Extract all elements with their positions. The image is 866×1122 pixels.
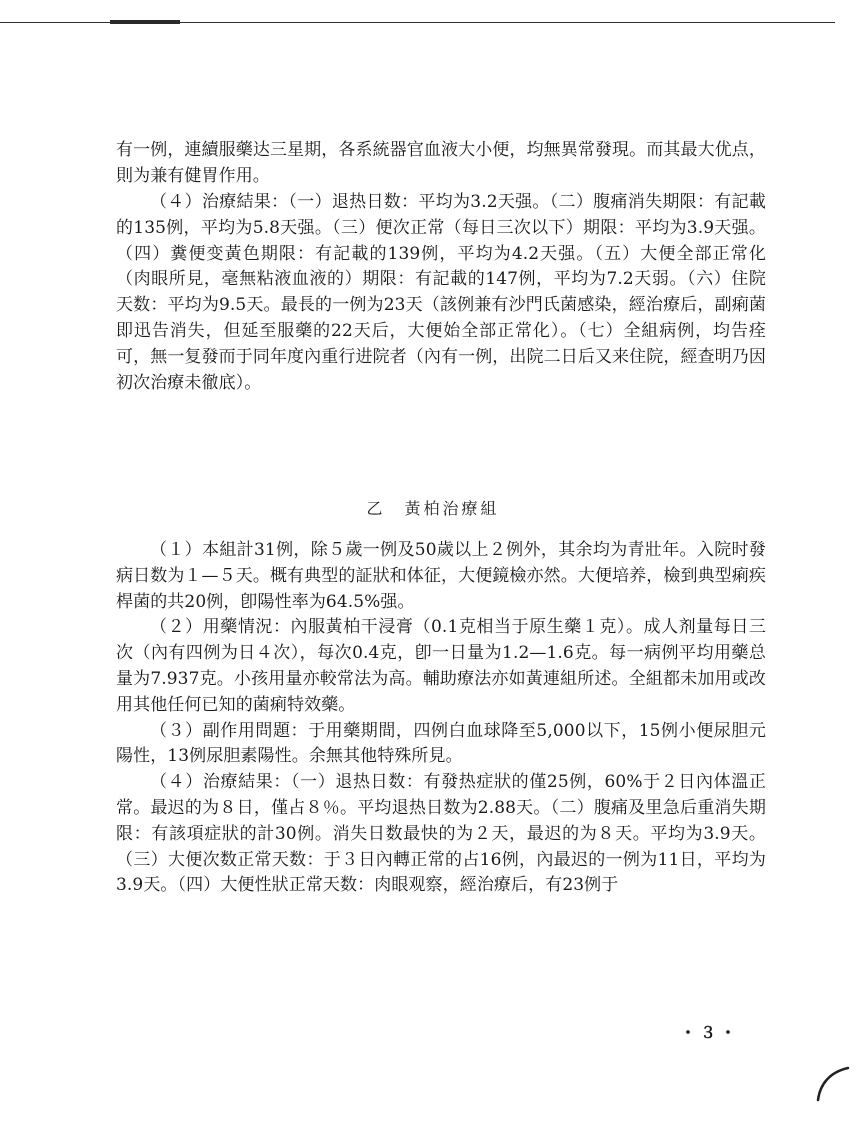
- continuation-paragraph: [116, 138, 766, 190]
- group-a-results-paragraph: [116, 190, 766, 396]
- group-b-paragraph-3: （３）副作用問題：于用藥期間，四例白血球降至5,000以下，15例小便尿胆元陽性，13例尿胆素陽性。余無其他特殊所見。: [116, 720, 766, 767]
- group-a-results-text: （４）治療結果：（一）退热日数：平均为3.2天强。（二）腹痛消失期限：有記載的135例，平均为5.8天强。（三）便次正常（每日三次以下）期限：平均为3.9天强。（四）糞便变黃色期限：有記載的139例，平均为4.2天强。（五）大便全部正常化（肉眼所見，毫無粘液血液的）期限：有記載的147例，平均为7.2天弱。（六）住院天数：平均为9.5天。最長的一例为23天（該例兼有沙門氏菌感染，經治療后，副痢菌即迅告消失，但延至服藥的22天后，大便始全部正常化）。（七）全組病例，均告痊可，無一复發而于同年度內重行进院者（內有一例，出院二日后又来住院，經查明乃因初次治療未徹底）。: [116, 192, 766, 393]
- group-b-paragraph-1: （１）本組計31例，除５歲一例及50歲以上２例外，其余均为青壯年。入院时發病日数为１—５天。概有典型的証狀和体征，大便鏡檢亦然。大便培养，檢到典型痢疾桿菌的共20例，卽陽性率为64.5%强。: [116, 540, 766, 612]
- group-b-paragraph-4: （４）治療結果：（一）退热日数：有發热症狀的僅25例，60%于２日內体溫正常。最迟的为８日，僅占８％。平均退热日数为2.88天。（二）腹痛及里急后重消失期限：有該項症狀的計30例。消失日数最快的为２天，最迟的为８天。平均为3.9天。（三）大便次数正常天数：于３日內轉正常的占16例，內最迟的一例为11日，平均为3.9天。（四）大便性狀正常天数：肉眼观察，經治療后，有23例于: [116, 772, 766, 896]
- top-border-mark: [110, 20, 180, 24]
- corner-scan-mark: [812, 1062, 852, 1102]
- section-title: 乙 黃柏治療組: [366, 499, 500, 518]
- group-b-section: [116, 538, 766, 899]
- group-b-paragraph-2: （２）用藥情況：內服黃柏干浸膏（0.1克相当于原生藥１克）。成人剂量每日三次（內有四例为日４次），每次0.4克，卽一日量为1.2—1.6克。每一病例平均用藥总量为7.937克。小孩用量亦較常法为高。輔助療法亦如黃連組所述。全組都未加用或改用其他任何已知的菌痢特效藥。: [116, 617, 766, 715]
- page-number: ・３・: [680, 1023, 741, 1042]
- continuation-text: 有一例，連續服藥达三星期，各系統器官血液大小便，均無異常發現。而其最大优点，則为兼有健胃作用。: [116, 140, 766, 186]
